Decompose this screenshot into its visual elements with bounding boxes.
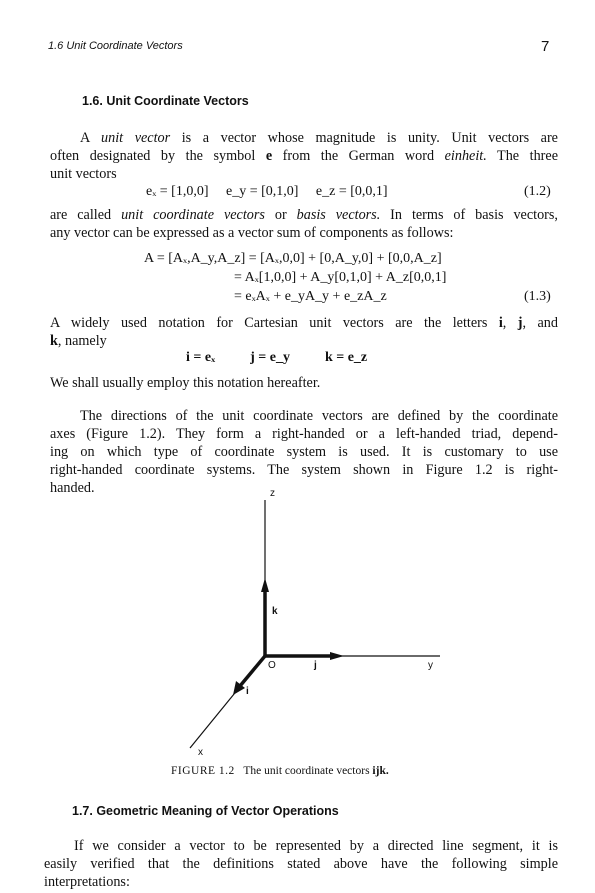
paragraph-line: axes (Figure 1.2). They form a right-handed or a left-handed triad, depend- xyxy=(50,426,558,442)
k-vector-label: k xyxy=(272,606,278,617)
equation-number-1-3: (1.3) xyxy=(524,289,551,304)
paragraph-line: A widely used notation for Cartesian unit vectors are the letters i, j, and xyxy=(50,315,558,331)
running-title: 1.6 Unit Coordinate Vectors xyxy=(48,40,183,52)
paragraph-line: are called unit coordinate vectors or basis vectors. In terms of basis vectors, xyxy=(50,207,558,223)
paragraph-line: any vector can be expressed as a vector sum of components as follows: xyxy=(50,225,454,241)
j-arrowhead xyxy=(330,652,344,660)
figure-label: FIGURE 1.2 xyxy=(171,765,235,777)
x-axis-label: x xyxy=(198,747,203,758)
section-heading-1-6: 1.6. Unit Coordinate Vectors xyxy=(82,94,249,108)
i-vector-label: i xyxy=(246,686,249,697)
page-number: 7 xyxy=(541,38,550,55)
paragraph-line: If we consider a vector to be represented by a directed line segment, it is xyxy=(74,838,558,854)
paragraph-line: unit vectors xyxy=(50,166,117,182)
equation-1-3-line-2: = Aₓ[1,0,0] + A_y[0,1,0] + A_z[0,0,1] xyxy=(234,270,447,285)
figure-caption: FIGURE 1.2 The unit coordinate vectors ijk. xyxy=(171,765,389,777)
paragraph-line: easily verified that the definitions stated above have the following simple xyxy=(44,856,558,872)
j-vector-label: j xyxy=(314,660,317,671)
paragraph-line: We shall usually employ this notation hereafter. xyxy=(50,375,321,391)
paragraph-line: handed. xyxy=(50,480,95,496)
z-axis-label: z xyxy=(270,488,275,499)
equation-1-3-line-1: A = [Aₓ,A_y,A_z] = [Aₓ,0,0] + [0,A_y,0] + [0,0,A_z] xyxy=(144,251,442,266)
i-vector xyxy=(240,656,265,686)
y-axis-label: y xyxy=(428,660,433,671)
k-arrowhead xyxy=(261,578,269,592)
equation-number-1-2: (1.2) xyxy=(524,184,551,199)
equation-1-2: eₓ = [1,0,0] e_y = [0,1,0] e_z = [0,0,1] xyxy=(146,184,388,199)
section-heading-1-7: 1.7. Geometric Meaning of Vector Operations xyxy=(72,804,339,818)
paragraph-line: interpretations: xyxy=(44,874,130,890)
origin-label: O xyxy=(268,660,276,671)
paragraph-line: The directions of the unit coordinate vectors are defined by the coordinate xyxy=(80,408,558,424)
paragraph-line: often designated by the symbol e from the German word einheit. The three xyxy=(50,148,559,164)
paragraph-line: A unit vector is a vector whose magnitude is unity. Unit vectors are xyxy=(80,130,558,146)
paragraph-line: ing on which type of coordinate system is used. It is customary to use xyxy=(50,444,558,460)
equation-ijk: i = eₓ j = e_y k = e_z xyxy=(186,350,368,365)
paragraph-line: k, namely xyxy=(50,333,107,349)
paragraph-line: right-handed coordinate systems. The system shown in Figure 1.2 is right- xyxy=(50,462,558,478)
equation-1-3-line-3: = eₓAₓ + e_yA_y + e_zA_z xyxy=(234,289,387,304)
